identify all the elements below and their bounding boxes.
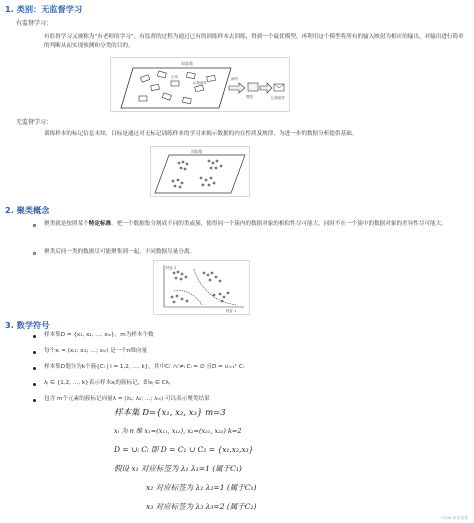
bullet-ring [33, 224, 36, 227]
handwritten-notes [110, 404, 310, 516]
notation-item: 样本集D划分为k个簇{Cₗ | l = 1,2, …, k}，其中Cₗ′ ∩ₗ′≠ₗ Cₗ = ∅ 且D = ∪ₗ₌₁ᵏ Cₗ [44, 364, 244, 370]
section-title-2: 2. 聚类概念 [5, 205, 50, 215]
handwritten-line: 假设 x₁ 对应标签为 λ₁ λ₁=1 (属于C₁) [114, 464, 242, 473]
svg-text:正常: 正常 [171, 75, 178, 79]
section-title-3: 3. 数学符号 [5, 320, 50, 330]
svg-text:模型: 模型 [246, 95, 253, 99]
fig-label-train: 训练集 [181, 61, 193, 66]
notation-item: 样本集D = {x₁, x₂, …, xₘ}，m为样本个数 [44, 332, 154, 338]
unsupervised-paragraph: 训练样本的标记信息未知，目标是通过对无标记训练样本的学习来揭示数据的内在性质及规律，为进一步的数据分析提供基础。 [44, 131, 358, 137]
handwritten-line: 样本集 D={x₁, x₂, x₃} m=3 [114, 408, 226, 418]
svg-text:特征 1: 特征 1 [226, 309, 237, 313]
svg-text:新的: 新的 [231, 77, 238, 81]
notation-item: λⱼ ∈ {1,2, …, k}表示样本xⱼ的簇标记，即xⱼ ∈ Cλⱼ [44, 380, 170, 386]
clustering-definition: 聚类就是按照某个特定标准，把一个数据集分割成不同的类或簇，使得同一个簇内的数据对象的相似性尽可能大，同时不在一个簇中的数据对象的差异性尽可能大。 [44, 221, 447, 227]
handwritten-line: x₃ 对应标签为 λ₃ λ₃=2 (属于C₂) [146, 502, 257, 511]
supervised-figure [110, 57, 290, 112]
svg-text:垃圾邮件: 垃圾邮件 [193, 81, 207, 85]
bullet-dot [33, 335, 36, 338]
section-title-1: 1. 类别：无监督学习 [5, 4, 83, 14]
cluster-diagram [154, 261, 249, 314]
supervised-paragraph: 有监督学习又被称为“有老师的学习”，有监督的过程为通过已有的训练样本去训练，得到一个最优模型，再利用这个模型将所有的输入映射为相应的输出，对输出进行简单的判断从而实现预测和分类的目的。 [44, 34, 464, 49]
supervised-diagram [111, 58, 289, 111]
unsupervised-heading: 无监督学习： [16, 119, 53, 126]
bullet-dot [33, 351, 36, 354]
notation-item: 包含 m个元素的簇标记向量λ = (λ₁; λ₂; …; λₘ) 可以表示聚类结果 [44, 396, 210, 402]
svg-text:垃圾邮件: 垃圾邮件 [271, 96, 285, 100]
bullet-dot [33, 367, 36, 370]
handwritten-line: x₂ 对应标签为 λ₂ λ₂=1 (属于C₁) [146, 483, 257, 492]
clustering-summary: 聚类后同一类的数据尽可能聚集到一起，不同数据尽量分离。 [44, 249, 196, 255]
supervised-heading: 有监督学习： [16, 20, 53, 27]
bullet-dot [33, 383, 36, 386]
bullet-dot [33, 399, 36, 402]
bullet-ring [33, 252, 36, 255]
notation-item: 每个xᵢ = (xᵢ₁; xᵢ₂; …; xᵢₙ) 是一个n维向量 [44, 348, 148, 354]
svg-text:特征 2: 特征 2 [166, 266, 177, 270]
handwritten-line: xᵢ 为 n 维 x₁=(x₁₁, x₁₂), x₂=(x₂₁, x₂₂) k=2 [114, 427, 242, 435]
handwritten-line: D = ∪ᵢ Cᵢ 即 D = C₁ ∪ C₂ = {x₁,x₂,x₃} [114, 445, 254, 454]
cluster-figure [153, 260, 250, 315]
svg-text:训练集: 训练集 [191, 149, 203, 154]
watermark: CSDN @某某某 [440, 515, 468, 520]
unsupervised-diagram [151, 147, 249, 196]
unsupervised-figure [150, 146, 250, 197]
